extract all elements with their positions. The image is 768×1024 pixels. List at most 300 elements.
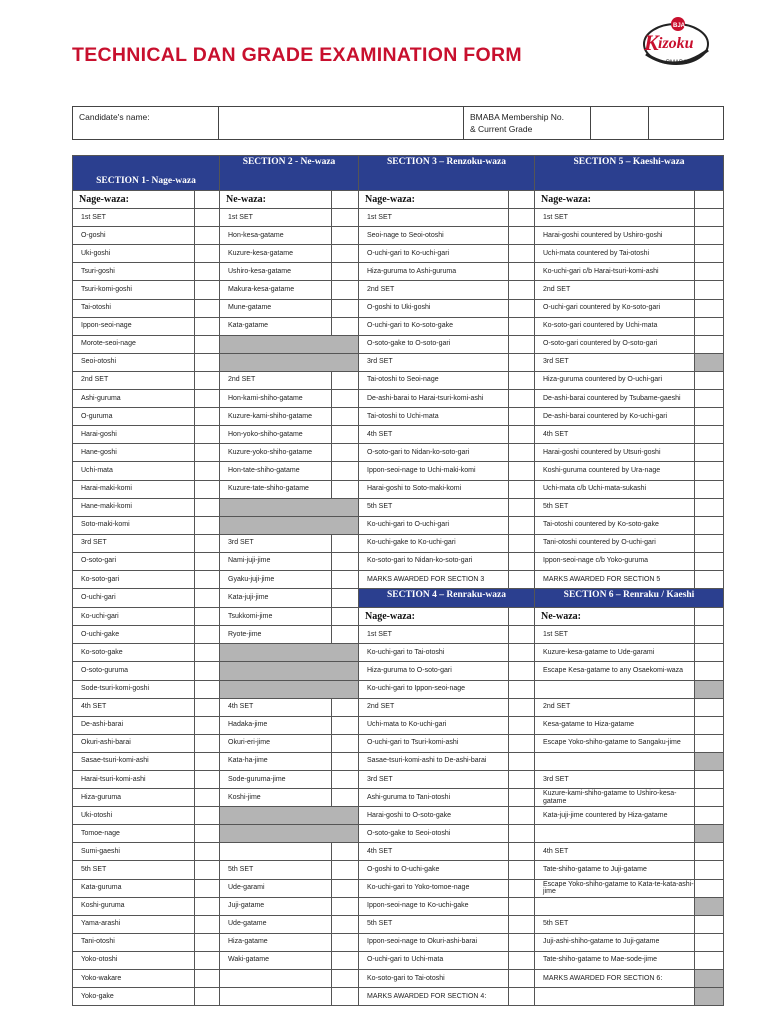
mark-box[interactable] [195, 498, 220, 516]
candidate-name-label: Candidate's name: [73, 107, 219, 140]
technique-cell: 3rd SET [73, 534, 195, 552]
technique-cell: Hane-goshi [73, 444, 195, 462]
technique-cell: Hiza-guruma [73, 789, 195, 807]
mark-box[interactable] [509, 951, 535, 969]
section-5-header: SECTION 5 – Kaeshi-waza [535, 156, 724, 191]
mark-box[interactable] [195, 626, 220, 644]
mark-box[interactable] [195, 516, 220, 534]
mark-box[interactable] [509, 408, 535, 426]
technique-cell: Ko-uchi-gari [73, 608, 195, 626]
mark-box[interactable] [195, 970, 220, 988]
technique-cell: MARKS AWARDED FOR SECTION 4: [359, 988, 509, 1006]
technique-cell: 3rd SET [359, 353, 509, 371]
technique-cell: Hiza-guruma to Ashi-guruma [359, 263, 509, 281]
mark-box[interactable] [695, 752, 724, 770]
technique-cell: Ude-garami [220, 879, 332, 897]
technique-cell: Ashi-guruma [73, 390, 195, 408]
technique-cell: Uki-otoshi [73, 807, 195, 825]
technique-cell: Juji-ashi-shiho-gatame to Juji-gatame [535, 933, 695, 951]
mark-box[interactable] [509, 516, 535, 534]
section-2-header: SECTION 2 - Ne-waza [220, 156, 359, 191]
technique-cell: Kuzure-kesa-gatame to Ude-garami [535, 644, 695, 662]
technique-cell: Ko-soto-gari countered by Uchi-mata [535, 317, 695, 335]
mark-box[interactable] [509, 807, 535, 825]
mark-box[interactable] [332, 771, 359, 789]
mark-box[interactable] [695, 335, 724, 353]
mark-box[interactable] [195, 589, 220, 608]
mark-box[interactable] [695, 552, 724, 570]
technique-cell: Kata-juji-jime countered by Hiza-gatame [535, 807, 695, 825]
mark-box[interactable] [509, 462, 535, 480]
technique-cell: O-uchi-gari [73, 589, 195, 608]
mark-box[interactable] [195, 299, 220, 317]
technique-cell: O-uchi-gake [73, 626, 195, 644]
technique-cell: O-uchi-gari to Ko-soto-gake [359, 317, 509, 335]
mark-box[interactable] [332, 843, 359, 861]
mark-box[interactable] [195, 897, 220, 915]
technique-cell: Hon-kami-shiho-gatame [220, 390, 332, 408]
mark-box[interactable] [332, 608, 359, 626]
mark-box[interactable] [695, 245, 724, 263]
mark-box[interactable] [695, 227, 724, 245]
mark-box[interactable] [332, 897, 359, 915]
mark-box[interactable] [695, 299, 724, 317]
mark-box[interactable] [195, 698, 220, 716]
mark-box[interactable] [332, 317, 359, 335]
mark-box[interactable] [195, 771, 220, 789]
mark-box[interactable] [695, 970, 724, 988]
technique-cell: Tai-otoshi countered by Ko-soto-gake [535, 516, 695, 534]
mark-box[interactable] [509, 970, 535, 988]
technique-cell: Ashi-guruma to Tani-otoshi [359, 789, 509, 807]
mark-box[interactable] [195, 426, 220, 444]
technique-cell: Ushiro-kesa-gatame [220, 263, 332, 281]
mark-box[interactable] [695, 408, 724, 426]
col3-subheader-mark [509, 608, 535, 626]
technique-cell: Ippon-seoi-nage to Okuri-ashi-barai [359, 933, 509, 951]
mark-box[interactable] [695, 644, 724, 662]
mark-box[interactable] [509, 353, 535, 371]
mark-box[interactable] [332, 480, 359, 498]
mark-box[interactable] [509, 879, 535, 897]
mark-box[interactable] [332, 299, 359, 317]
technique-cell: Hon-kesa-gatame [220, 227, 332, 245]
mark-box[interactable] [695, 498, 724, 516]
mark-box[interactable] [332, 371, 359, 389]
technique-cell: Sasae-tsuri-komi-ashi to De-ashi-barai [359, 752, 509, 770]
col1-subheader-mark [195, 191, 220, 209]
technique-cell: Kata-gatame [220, 317, 332, 335]
svg-text:BJA: BJA [673, 23, 686, 29]
technique-cell: Kuzure-yoko-shiho-gatame [220, 444, 332, 462]
form-title: TECHNICAL DAN GRADE EXAMINATION FORM [72, 44, 522, 66]
mark-box[interactable] [509, 444, 535, 462]
mark-box[interactable] [195, 371, 220, 389]
technique-cell: 1st SET [535, 209, 695, 227]
mark-box[interactable] [332, 227, 359, 245]
mark-box[interactable] [332, 552, 359, 570]
mark-box[interactable] [195, 317, 220, 335]
col1-subheader: Nage-waza: [73, 191, 195, 209]
mark-box[interactable] [509, 825, 535, 843]
mark-box[interactable] [332, 698, 359, 716]
technique-cell: Ko-uchi-gari to Ippon-seoi-nage [359, 680, 509, 698]
mark-box[interactable] [195, 861, 220, 879]
mark-box[interactable] [695, 951, 724, 969]
technique-cell: Koshi-jime [220, 789, 332, 807]
mark-box[interactable] [332, 988, 359, 1006]
mark-box[interactable] [695, 209, 724, 227]
mark-box[interactable] [695, 915, 724, 933]
technique-cell: Uchi-mata c/b Uchi-mata-sukashi [535, 480, 695, 498]
mark-box[interactable] [509, 227, 535, 245]
mark-box[interactable] [695, 480, 724, 498]
technique-cell: Escape Kesa-gatame to any Osaekomi-waza [535, 662, 695, 680]
technique-cell: Juji-gatame [220, 897, 332, 915]
mark-box[interactable] [195, 534, 220, 552]
technique-cell: Uchi-mata countered by Tai-otoshi [535, 245, 695, 263]
mark-box[interactable] [695, 317, 724, 335]
mark-box[interactable] [332, 534, 359, 552]
mark-box[interactable] [332, 390, 359, 408]
mark-box[interactable] [509, 644, 535, 662]
mark-box[interactable] [195, 462, 220, 480]
mark-box[interactable] [332, 716, 359, 734]
mark-box[interactable] [332, 426, 359, 444]
mark-box[interactable] [509, 299, 535, 317]
mark-box[interactable] [695, 843, 724, 861]
mark-box[interactable] [195, 644, 220, 662]
mark-box[interactable] [695, 933, 724, 951]
mark-box[interactable] [695, 426, 724, 444]
mark-box[interactable] [332, 589, 359, 608]
technique-cell: Hadaka-jime [220, 716, 332, 734]
technique-cell: Yoko-otoshi [73, 951, 195, 969]
technique-cell: Koshi-guruma countered by Ura-nage [535, 462, 695, 480]
technique-cell: Tsuri-goshi [73, 263, 195, 281]
mark-box[interactable] [695, 263, 724, 281]
shaded-cell [220, 807, 359, 825]
technique-cell: 4th SET [359, 843, 509, 861]
mark-box[interactable] [509, 716, 535, 734]
shaded-cell [220, 516, 359, 534]
mark-box[interactable] [695, 879, 724, 897]
mark-box[interactable] [332, 933, 359, 951]
mark-box[interactable] [695, 861, 724, 879]
mark-box[interactable] [195, 843, 220, 861]
mark-box[interactable] [695, 771, 724, 789]
technique-cell: O-goshi to O-uchi-gake [359, 861, 509, 879]
mark-box[interactable] [509, 915, 535, 933]
mark-box[interactable] [695, 353, 724, 371]
mark-box[interactable] [332, 734, 359, 752]
technique-cell: 2nd SET [73, 371, 195, 389]
mark-box[interactable] [195, 608, 220, 626]
technique-cell: Harai-goshi countered by Ushiro-goshi [535, 227, 695, 245]
mark-box[interactable] [195, 879, 220, 897]
technique-cell: Soto-maki-komi [73, 516, 195, 534]
mark-box[interactable] [332, 444, 359, 462]
technique-cell: Hon-yoko-shiho-gatame [220, 426, 332, 444]
mark-box[interactable] [509, 498, 535, 516]
technique-cell: Tsuri-komi-goshi [73, 281, 195, 299]
technique-cell: 1st SET [535, 626, 695, 644]
technique-cell: 4th SET [535, 426, 695, 444]
technique-cell: Tate-shiho-gatame to Juji-gatame [535, 861, 695, 879]
technique-cell: Yoko-gake [73, 988, 195, 1006]
technique-cell: O-uchi-gari to Uchi-mata [359, 951, 509, 969]
technique-cell: Ko-uchi-gari to Yoko-tomoe-nage [359, 879, 509, 897]
technique-cell: Harai-goshi to O-soto-gake [359, 807, 509, 825]
shaded-cell [220, 498, 359, 516]
technique-cell: 1st SET [220, 209, 332, 227]
mark-box[interactable] [509, 390, 535, 408]
mark-box[interactable] [509, 552, 535, 570]
technique-cell: Sode-guruma-jime [220, 771, 332, 789]
technique-cell: 3rd SET [535, 771, 695, 789]
mark-box[interactable] [509, 570, 535, 588]
mark-box[interactable] [195, 552, 220, 570]
technique-cell: 2nd SET [220, 371, 332, 389]
mark-box[interactable] [509, 534, 535, 552]
technique-cell: Hiza-guruma to O-soto-gari [359, 662, 509, 680]
mark-box[interactable] [195, 245, 220, 263]
technique-cell [220, 843, 332, 861]
technique-cell: Tani-otoshi countered by O-uchi-gari [535, 534, 695, 552]
technique-cell: Ko-uchi-gari to Tai-otoshi [359, 644, 509, 662]
mark-box[interactable] [195, 353, 220, 371]
mark-box[interactable] [332, 861, 359, 879]
technique-cell: MARKS AWARDED FOR SECTION 3 [359, 570, 509, 588]
mark-box[interactable] [195, 680, 220, 698]
mark-box[interactable] [695, 716, 724, 734]
mark-box[interactable] [195, 390, 220, 408]
mark-box[interactable] [695, 897, 724, 915]
technique-cell: Kata-ha-jime [220, 752, 332, 770]
technique-cell: 5th SET [359, 498, 509, 516]
mark-box[interactable] [332, 281, 359, 299]
mark-box[interactable] [695, 825, 724, 843]
mark-box[interactable] [509, 426, 535, 444]
technique-cell: Kata-guruma [73, 879, 195, 897]
mark-box[interactable] [332, 789, 359, 807]
candidate-name-field[interactable] [219, 107, 464, 140]
technique-cell: Kuzure-tate-shiho-gatame [220, 480, 332, 498]
mark-box[interactable] [695, 734, 724, 752]
mark-box[interactable] [695, 662, 724, 680]
technique-cell: Ippon-seoi-nage to Uchi-maki-komi [359, 462, 509, 480]
technique-cell: O-soto-gake to O-soto-gari [359, 335, 509, 353]
mark-box[interactable] [695, 988, 724, 1006]
mark-box[interactable] [195, 752, 220, 770]
mark-box[interactable] [195, 281, 220, 299]
technique-cell: 2nd SET [535, 281, 695, 299]
mark-box[interactable] [332, 462, 359, 480]
mark-box[interactable] [695, 462, 724, 480]
technique-cell: De-ashi-barai [73, 716, 195, 734]
mark-box[interactable] [509, 752, 535, 770]
mark-box[interactable] [509, 371, 535, 389]
candidate-table [72, 106, 724, 140]
mark-box[interactable] [509, 317, 535, 335]
technique-cell: Ko-uchi-gari c/b Harai-tsuri-komi-ashi [535, 263, 695, 281]
mark-box[interactable] [195, 662, 220, 680]
mark-box[interactable] [509, 209, 535, 227]
technique-cell: Harai-maki-komi [73, 480, 195, 498]
col3-subheader-mark [509, 191, 535, 209]
technique-cell: Kuzure-kami-shiho-gatame to Ushiro-kesa-gatame [535, 789, 695, 807]
technique-cell: 3rd SET [359, 771, 509, 789]
technique-cell: O-uchi-gari to Tsuri-komi-ashi [359, 734, 509, 752]
technique-cell: 2nd SET [359, 281, 509, 299]
col2-subheader: Ne-waza: [220, 191, 332, 209]
technique-cell: Harai-goshi to Soto-maki-komi [359, 480, 509, 498]
mark-box[interactable] [695, 680, 724, 698]
technique-cell: Tai-otoshi to Uchi-mata [359, 408, 509, 426]
membership-field[interactable] [591, 107, 649, 140]
col2-subheader-mark [332, 191, 359, 209]
technique-cell: Yama-arashi [73, 915, 195, 933]
mark-box[interactable] [695, 390, 724, 408]
technique-cell: Okuri-ashi-barai [73, 734, 195, 752]
technique-cell: Sasae-tsuri-komi-ashi [73, 752, 195, 770]
mark-box[interactable] [509, 843, 535, 861]
mark-box[interactable] [695, 789, 724, 807]
mark-box[interactable] [195, 789, 220, 807]
technique-cell: Ko-soto-gari to Nidan-ko-soto-gari [359, 552, 509, 570]
mark-box[interactable] [332, 915, 359, 933]
mark-box[interactable] [332, 209, 359, 227]
technique-cell: 2nd SET [359, 698, 509, 716]
technique-cell: 2nd SET [535, 698, 695, 716]
technique-cell [535, 825, 695, 843]
mark-box[interactable] [332, 752, 359, 770]
mark-box[interactable] [332, 970, 359, 988]
mark-box[interactable] [695, 444, 724, 462]
mark-box[interactable] [695, 371, 724, 389]
shaded-cell [220, 825, 359, 843]
col3-subheader: Nage-waza: [359, 191, 509, 209]
mark-box[interactable] [195, 227, 220, 245]
mark-box[interactable] [195, 915, 220, 933]
mark-box[interactable] [509, 771, 535, 789]
mark-box[interactable] [695, 281, 724, 299]
mark-box[interactable] [195, 335, 220, 353]
mark-box[interactable] [195, 209, 220, 227]
technique-cell: Kata-juji-jime [220, 589, 332, 608]
mark-box[interactable] [195, 807, 220, 825]
technique-cell: 4th SET [220, 698, 332, 716]
mark-box[interactable] [695, 534, 724, 552]
mark-box[interactable] [509, 734, 535, 752]
mark-box[interactable] [195, 988, 220, 1006]
technique-cell: O-soto-gari [73, 552, 195, 570]
shaded-cell [220, 335, 359, 353]
shaded-cell [220, 353, 359, 371]
mark-box[interactable] [509, 698, 535, 716]
mark-box[interactable] [509, 789, 535, 807]
section-4-header: SECTION 4 – Renraku-waza [359, 589, 535, 608]
technique-cell: MARKS AWARDED FOR SECTION 6: [535, 970, 695, 988]
technique-cell: 4th SET [535, 843, 695, 861]
technique-cell: 5th SET [359, 915, 509, 933]
technique-cell: Makura-kesa-gatame [220, 281, 332, 299]
mark-box[interactable] [195, 734, 220, 752]
mark-box[interactable] [509, 933, 535, 951]
mark-box[interactable] [332, 263, 359, 281]
kizoku-logo [636, 14, 714, 72]
col3-subheader: Nage-waza: [359, 608, 509, 626]
section-1-header: SECTION 1- Nage-waza [73, 156, 220, 191]
mark-box[interactable] [695, 807, 724, 825]
technique-cell [535, 680, 695, 698]
mark-box[interactable] [195, 570, 220, 588]
mark-box[interactable] [195, 408, 220, 426]
mark-box[interactable] [695, 516, 724, 534]
col4-subheader: Ne-waza: [535, 608, 695, 626]
technique-cell: Ko-soto-gari [73, 570, 195, 588]
mark-box[interactable] [509, 897, 535, 915]
shaded-cell [220, 680, 359, 698]
mark-box[interactable] [695, 570, 724, 588]
technique-cell: Tani-otoshi [73, 933, 195, 951]
mark-box[interactable] [195, 951, 220, 969]
mark-box[interactable] [695, 626, 724, 644]
technique-cell [220, 970, 332, 988]
mark-box[interactable] [332, 570, 359, 588]
technique-cell: Hane-maki-komi [73, 498, 195, 516]
mark-box[interactable] [332, 245, 359, 263]
technique-cell: 5th SET [535, 915, 695, 933]
mark-box[interactable] [509, 263, 535, 281]
shaded-cell [220, 644, 359, 662]
mark-box[interactable] [509, 626, 535, 644]
mark-box[interactable] [195, 933, 220, 951]
mark-box[interactable] [195, 480, 220, 498]
technique-cell: Uchi-mata to Ko-uchi-gari [359, 716, 509, 734]
mark-box[interactable] [509, 335, 535, 353]
section-6-header: SECTION 6 – Renraku / Kaeshi [535, 589, 724, 608]
mark-box[interactable] [332, 626, 359, 644]
technique-cell: Sode-tsuri-komi-goshi [73, 680, 195, 698]
mark-box[interactable] [195, 716, 220, 734]
technique-cell: Kesa-gatame to Hiza-gatame [535, 716, 695, 734]
mark-box[interactable] [509, 988, 535, 1006]
mark-box[interactable] [695, 698, 724, 716]
technique-cell: Seoi-nage to Seoi-otoshi [359, 227, 509, 245]
technique-cell: Koshi-guruma [73, 897, 195, 915]
grade-field[interactable] [649, 107, 724, 140]
technique-cell: O-guruma [73, 408, 195, 426]
technique-cell [535, 988, 695, 1006]
mark-box[interactable] [509, 861, 535, 879]
technique-cell: Tai-otoshi [73, 299, 195, 317]
mark-box[interactable] [332, 408, 359, 426]
mark-box[interactable] [509, 662, 535, 680]
mark-box[interactable] [332, 951, 359, 969]
mark-box[interactable] [195, 263, 220, 281]
technique-cell: O-soto-gake to Seoi-otoshi [359, 825, 509, 843]
mark-box[interactable] [332, 879, 359, 897]
svg-text:BMABA: BMABA [666, 60, 688, 66]
technique-cell: Hiza-gatame [220, 933, 332, 951]
mark-box[interactable] [509, 480, 535, 498]
mark-box[interactable] [509, 281, 535, 299]
mark-box[interactable] [195, 825, 220, 843]
mark-box[interactable] [509, 245, 535, 263]
mark-box[interactable] [195, 444, 220, 462]
mark-box[interactable] [509, 680, 535, 698]
